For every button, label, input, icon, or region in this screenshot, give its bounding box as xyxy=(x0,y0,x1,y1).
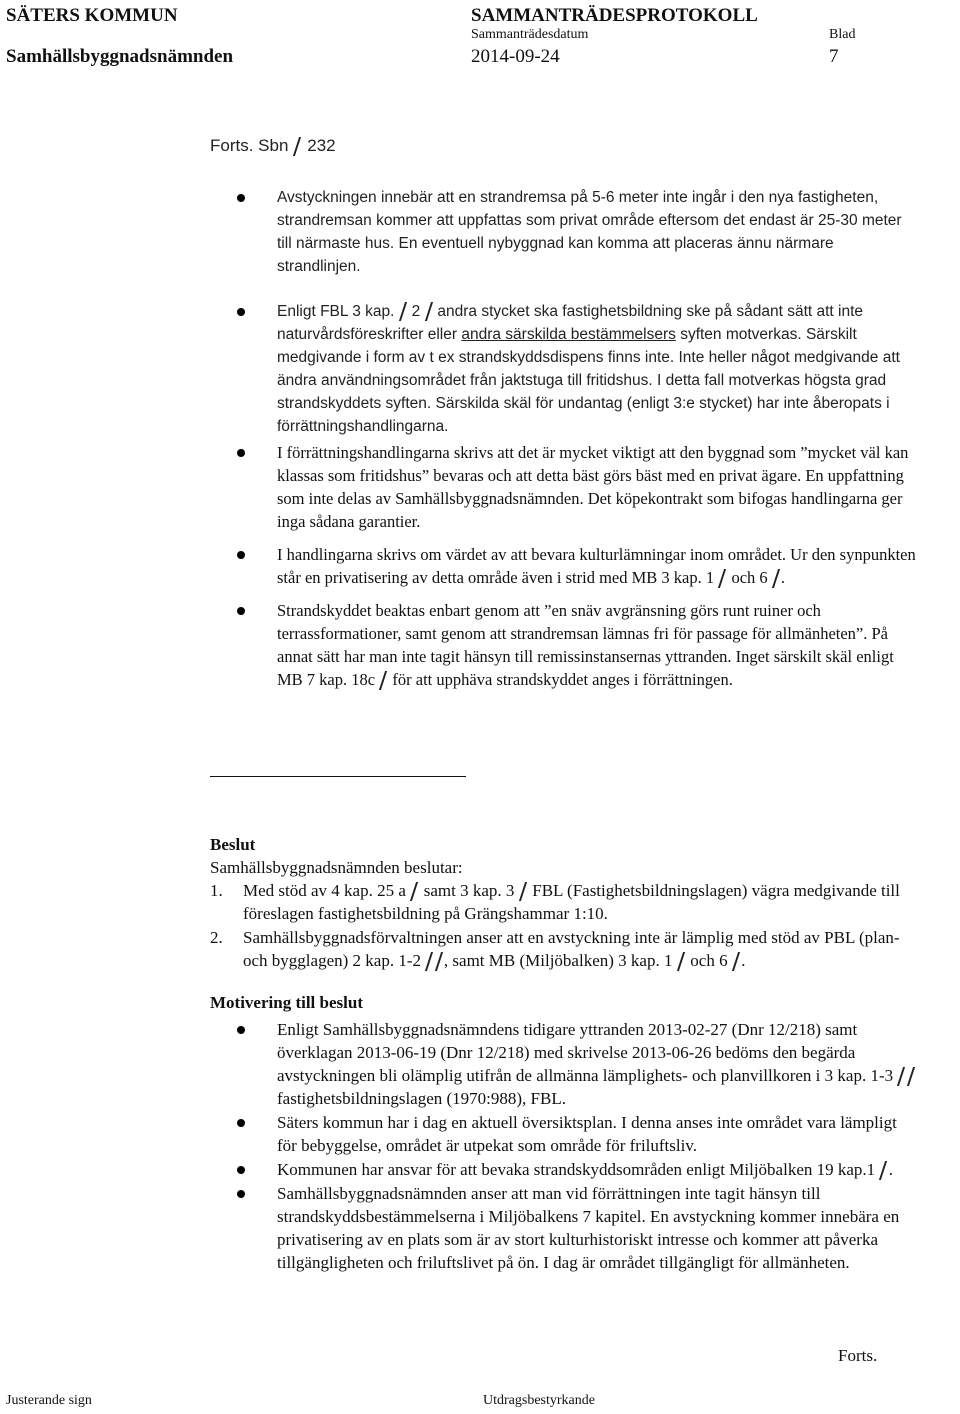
page-number: 7 xyxy=(829,46,839,67)
date-label: Sammanträdesdatum xyxy=(471,27,589,42)
motivation-section xyxy=(210,991,920,1275)
decision-intro: Samhällsbyggnadsnämnden beslutar: xyxy=(210,858,463,877)
continuation-section xyxy=(210,136,920,460)
argument-section-2 xyxy=(210,441,920,693)
argument-list xyxy=(210,186,920,438)
list-item: Säters kommun har i dag en aktuell översiktsplan. I denna anses inte området vara lämpligt för bebyggelse, området är utpekat som område för friluftsliv. xyxy=(210,1111,920,1157)
list-item: Enligt Samhällsbyggnadsnämndens tidigare yttranden 2013-02-27 (Dnr 12/218) samt överklagan 2013-06-19 (Dnr 12/218) med skrivelse 2013-06-26 bedöms den begärda avstyckningen bli olämplig utifrån de allmänna lämplighets- och planvillkoren i 3 kap. 1-3 fastighetsbildningslagen (1970:988), FBL. xyxy=(210,1018,920,1110)
list-item: I handlingarna skrivs om värdet av att bevara kulturlämningar inom området. Ur den synpunkten står en privatisering av detta område även i strid med MB 3 kap. 1 och 6 . xyxy=(210,543,920,589)
list-item: Kommunen har ansvar för att bevaka strandskyddsområden enligt Miljöbalken 19 kap.1 . xyxy=(210,1158,920,1181)
list-item: Samhällsbyggnadsnämnden anser att man vid förrättningen inte tagit hänsyn till strandskyddsbestämmelserna i Miljöbalkens 7 kapitel. En avstyckning kommer innebära en privatisering av en plats som är av stort kulturhistoriskt intresse och kommer att påverka tillgängligheten och friluftslivet på ön. I dag är området tillgängligt för allmänheten. xyxy=(210,1182,920,1274)
footer-signature-label: Justerande sign xyxy=(6,1393,92,1408)
list-item: Strandskyddet beaktas enbart genom att ”en snäv avgränsning görs runt ruiner och terrassformationer, samt genom att strandremsan lämnas fri för passage för allmänheten”. På annat sätt har man inte tagit hänsyn till remissinstansernas yttranden. Inget särskilt skäl enligt MB 7 kap. 18c för att upphäva strandskyddet anges i förrättningen. xyxy=(210,599,920,691)
decision-heading: Beslut xyxy=(210,835,256,854)
continuation-heading: Forts. Sbn 232 xyxy=(210,136,336,155)
decision-section xyxy=(210,833,920,973)
list-item: Enligt FBL 3 kap. 2 andra stycket ska fastighetsbildning ske på sådant sätt att inte naturvårdsföreskrifter eller andra särskilda bestämmelsers syften motverkas. Särskilt medgivande i form av t ex strandskyddsdispens finns inte. Inte heller något medgivande att ändra användningsområdet från jaktstuga till fritidshus. I detta fall motverkas högsta grad strandskyddets syften. Särskilda skäl för undantag (enligt 3:e stycket) har inte åberopats i förrättningshandlingarna. xyxy=(210,300,920,438)
motivation-list xyxy=(210,1018,920,1274)
motivation-heading: Motivering till beslut xyxy=(210,993,363,1012)
document-type: SAMMANTRÄDESPROTOKOLL xyxy=(471,5,758,26)
footer-extract-label: Utdragsbestyrkande xyxy=(483,1393,595,1408)
list-item: 2. Samhällsbyggnadsförvaltningen anser att en avstyckning inte är lämplig med stöd av PBL (plan- och bygglagen) 2 kap. 1-2 , samt MB (Miljöbalken) 3 kap. 1 och 6 . xyxy=(210,928,900,970)
argument-list xyxy=(210,441,920,691)
decision-list xyxy=(210,879,920,972)
municipality-name: SÄTERS KOMMUN xyxy=(6,5,178,26)
committee-name: Samhällsbyggnadsnämnden xyxy=(6,46,234,67)
page-label: Blad xyxy=(829,27,856,42)
divider-rule xyxy=(210,776,466,777)
list-item: I förrättningshandlingarna skrivs att det är mycket viktigt att den byggnad som ”mycket väl kan klassas som fritidshus” bevaras och att detta bäst görs bäst med en privat ägare. En uppfattning som inte delas av Samhällsbyggnadsnämnden. Det köpekontrakt som bifogas handlingarna ger inga sådana garantier. xyxy=(210,441,920,533)
list-item: 1. Med stöd av 4 kap. 25 a samt 3 kap. 3 FBL (Fastighetsbildningslagen) vägra medgivande till föreslagen fastighetsbildning på Grängshammar 1:10. xyxy=(210,881,900,923)
meeting-date: 2014-09-24 xyxy=(471,46,560,67)
list-item: Avstyckningen innebär att en strandremsa på 5-6 meter inte ingår i den nya fastigheten, strandremsan kommer att uppfattas som privat område eftersom det endast är 25-30 meter till närmaste hus. En eventuell nybyggnad kan komma att placeras ännu närmare strandlinjen. xyxy=(210,186,920,278)
continued-note: Forts. xyxy=(838,1346,878,1365)
